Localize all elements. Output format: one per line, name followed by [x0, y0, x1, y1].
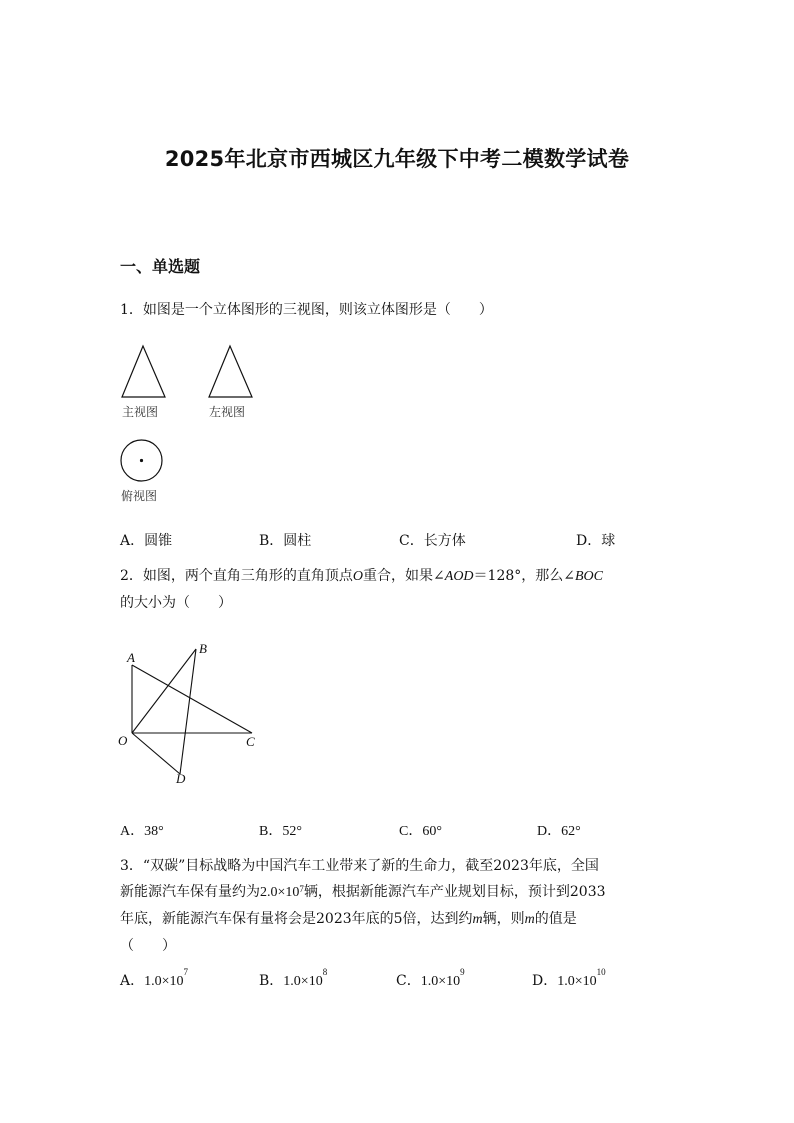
point-o-ref: O: [352, 569, 364, 584]
label-c: C: [246, 734, 255, 749]
question-1-stem: 1．如图是一个立体图形的三视图，则该立体图形是（ ）: [120, 302, 493, 318]
option-base: 1.0×10: [283, 974, 323, 989]
var-m: m: [524, 912, 535, 927]
q3-stem-part: 辆，根据新能源汽车产业规划目标，预计到2033: [303, 884, 606, 900]
option-exponent: 9: [460, 967, 465, 977]
option-exponent: 8: [322, 967, 328, 977]
front-view-caption: 主视图: [122, 405, 159, 419]
q1-option-d[interactable]: D．球: [576, 533, 616, 549]
option-prefix: A．: [120, 973, 145, 989]
q3-stem-part: 辆，则: [482, 911, 525, 927]
label-o: O: [118, 733, 128, 748]
q1-option-a[interactable]: A．圆锥: [120, 533, 173, 549]
exam-title: 2025年北京市西城区九年级下中考二模数学试卷: [164, 147, 630, 171]
q1-option-b[interactable]: B．圆柱: [259, 533, 312, 549]
left-view-caption: 左视图: [209, 405, 246, 419]
question-2-stem: [120, 563, 680, 616]
top-view-circle: [120, 439, 164, 483]
q3-exponent: 7: [299, 884, 304, 894]
q3-option-a[interactable]: [120, 967, 189, 990]
q3-stem-part: 3．“双碳”目标战略为中国汽车工业带来了新的生命力，截至2023年底，全国: [120, 858, 599, 874]
q3-number: 2.0×10: [260, 885, 300, 900]
q2-stem-part: ＝128°，那么∠: [473, 568, 575, 584]
left-view-triangle: [208, 345, 254, 399]
question-3-stem: [120, 853, 680, 959]
q2-option-a[interactable]: A．38°: [120, 824, 164, 839]
label-d: D: [176, 771, 186, 786]
q3-stem-part: 年底，新能源汽车保有量将会是2023年底的5倍，达到约: [120, 911, 473, 927]
q2-stem-part: 2．如图，两个直角三角形的直角顶点: [120, 568, 353, 584]
label-a: A: [127, 650, 135, 665]
option-base: 1.0×10: [420, 974, 461, 989]
var-m: m: [472, 912, 483, 927]
label-b: B: [199, 641, 207, 656]
q3-stem-part: 的值是: [534, 911, 577, 927]
option-exponent: 10: [596, 967, 606, 977]
option-base: 1.0×10: [144, 974, 184, 989]
front-view-triangle: [121, 345, 167, 399]
option-prefix: B．: [259, 973, 284, 989]
q2-option-d[interactable]: D．62°: [537, 824, 581, 839]
top-view-caption: 俯视图: [121, 489, 158, 503]
q1-option-c[interactable]: C．长方体: [399, 533, 466, 549]
option-prefix: D．: [532, 973, 558, 989]
option-base: 1.0×10: [557, 974, 597, 989]
q2-option-c[interactable]: C．60°: [399, 824, 442, 839]
q2-option-b[interactable]: B．52°: [259, 824, 302, 839]
q2-stem-part: 的大小为（ ）: [120, 595, 232, 611]
q3-option-c[interactable]: [396, 967, 465, 990]
q3-stem-part: 新能源汽车保有量约为: [120, 884, 260, 900]
angle-boc: BOC: [575, 569, 603, 584]
q3-stem-part: （ ）: [120, 938, 176, 954]
q3-option-d[interactable]: [532, 967, 606, 990]
section-heading: 一、单选题: [120, 257, 201, 276]
angle-aod: AOD: [444, 569, 474, 584]
option-prefix: C．: [396, 973, 421, 989]
option-exponent: 7: [183, 967, 189, 977]
right-triangles-figure: [118, 640, 268, 790]
q2-stem-part: 重合，如果∠: [363, 568, 445, 584]
q3-option-b[interactable]: [259, 967, 328, 990]
